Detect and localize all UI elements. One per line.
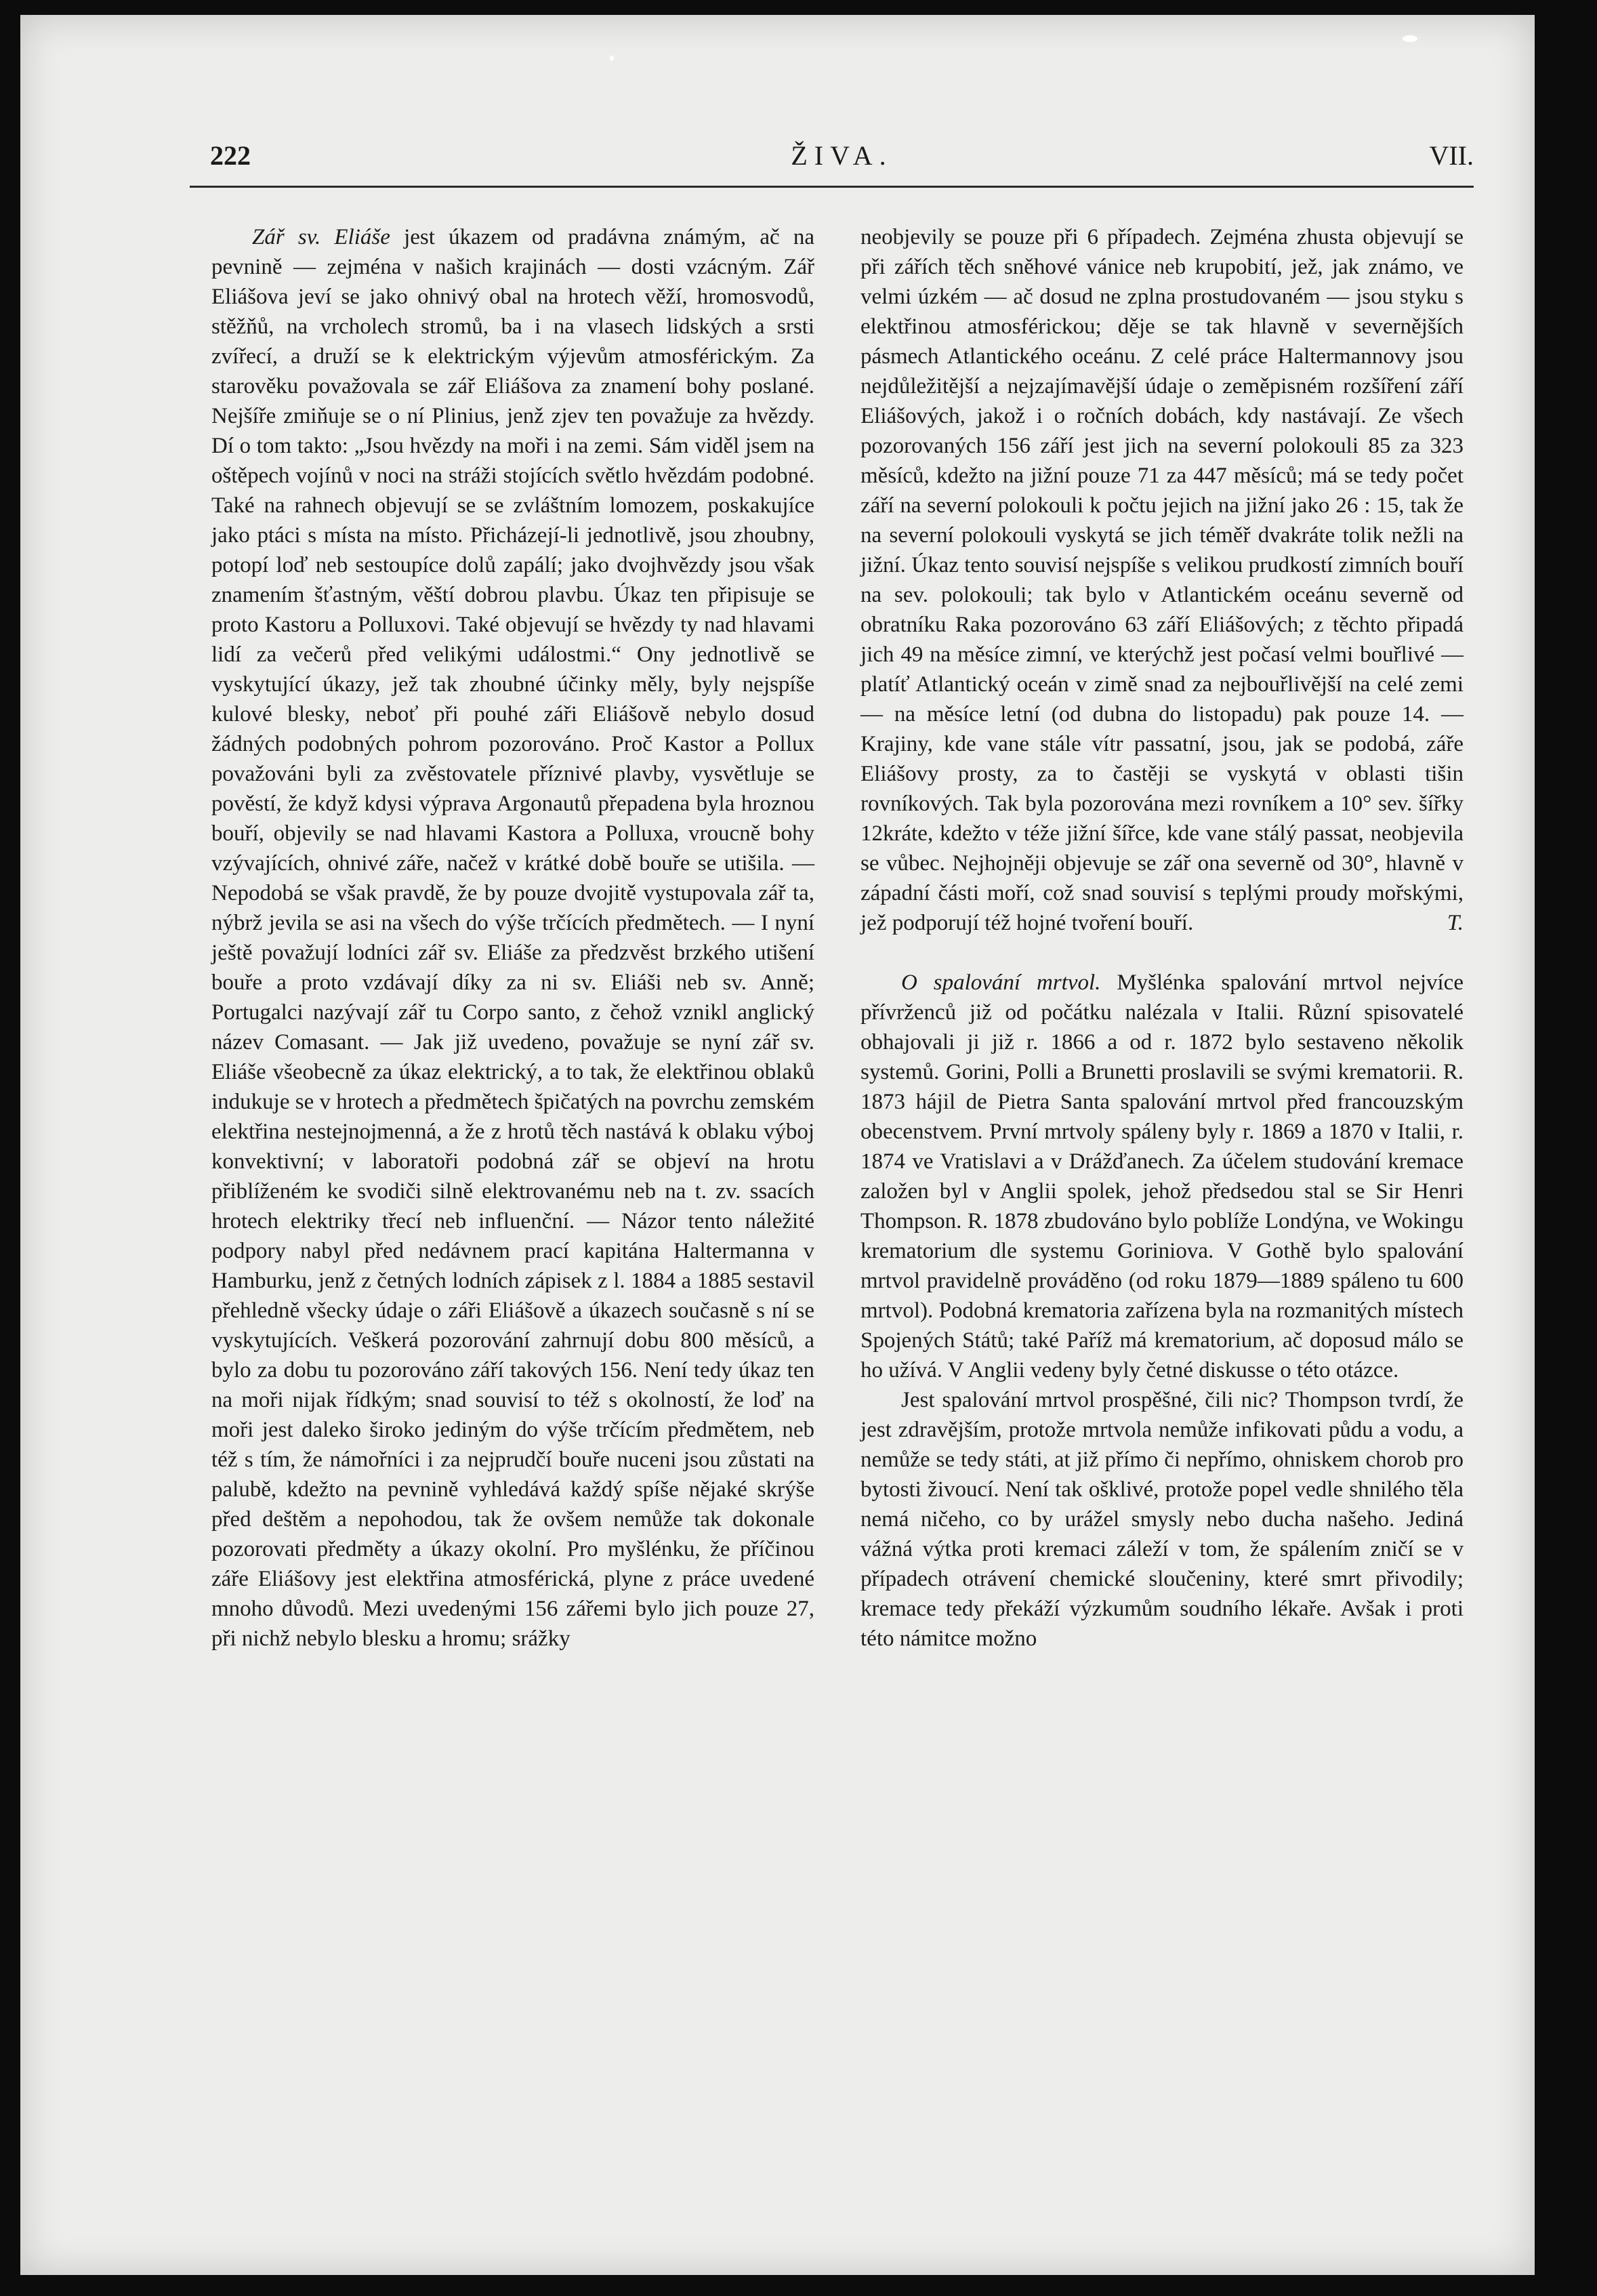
- article-text: jest úkazem od pradávna známým, ač na pevnině — zejména v našich krajinách — dosti vzácným. Zář Eliášova jeví se jako ohnivý obal na hrotech věží, hromosvodů, stěžňů, na vrcholech stromů, ba i na vlasech lidských a srsti zvířecí, a druží se k elektrickým výjevům atmosférickým. Za starověku považovala se zář Eliášova za znamení bohy poslané. Nejšíře zmiňuje se o ní Plinius, jenž zjev ten považuje za hvězdy. Dí o tom takto: „Jsou hvězdy na moři i na zemi. Sám viděl jsem na oštěpech vojínů v noci na stráži stojících světlo hvězdám podobné. Také na rahnech objevují se se zvláštním lomozem, poskakujíce jako ptáci s místa na místo. Přicházejí-li jednotlivě, jsou zhoubny, potopí loď neb sestoupíce dolů zapálí; jako dvojhvězdy jsou však znamením šťastným, věští dobrou plavbu. Úkaz ten připisuje se proto Kastoru a Polluxovi. Také objevují se hvězdy ty nad hlavami lidí za večerů před velikými událostmi.“ Ony jednotlivě se vyskytující úkazy, jež tak zhoubné účinky měly, byly nejspíše kulové blesky, neboť při pouhé záři Eliášově nebylo dosud žádných podobných pohrom pozorováno. Proč Kastor a Pollux považováni byli za zvěstovatele příznivé plavby, vysvětluje se pověstí, že když kdysi výprava Argonautů přepadena byla hroznou bouří, objevily se nad hlavami Kastora a Polluxa, vroucně bohy vzývajících, ohnivé záře, načež v krátké době bouře se utišila. — Nepodobá se však pravdě, že by pouze dvojitě vystupovala zář ta, nýbrž jevila se asi na všech do výše trčících předmětech. — I nyní ještě považují lodníci zář sv. Eliáše za předzvěst brzkého utišení bouře a proto vzdávají díky za ni sv. Eliáši neb sv. Anně; Portugalci nazývají zář tu Corpo santo, z čehož vznikl anglický název Comasant. — Jak již uvedeno, považuje se nyní zář sv. Eliáše všeobecně za úkaz elektrický, a to tak, že elektřinou oblaků indukuje se v hrotech a předmětech špičatých na povrchu zemském elektřina nestejnojmenná, a že z hrotů těch nastává k oblaku výboj konvektivní; v laboratoři podobná zář se objeví na hrotu přiblíženém ke svodiči silně elektrovanému neb na t. zv. ssacích hrotech elektriky třecí neb influenční. — Názor tento náležité podpory nabyl před nedávnem prací kapitána Haltermanna v Hamburku, jenž z četných lodních zápisek z l. 1884 a 1885 sestavil přehledně všecky údaje o záři Eliášově a úkazech současně s ní se vyskytujících. Veškerá pozorování zahrnují dobu 800 měsíců, a bylo za dobu tu pozorováno září takových 156. Není tedy úkaz ten na moři nijak řídkým; snad souvisí to též s okolností, že loď na moři jest daleko široko jediným do výše trčícím předmětem, neb též s tím, že námořníci i za nejprudčí bouře nuceni jsou zůstati na palubě, kdežto na pevnině vyhledává každý spíše nějaké skrýše před deštěm a nepohodou, tak že ovšem nemůže tak dokonale pozorovati předměty a úkazy okolní. Pro myšlénku, že příčinou záře Eliášovy jest elektřina atmosférická, plyne z práce uvedené mnoho důvodů. Mezi uvedenými 156 zářemi bylo jich pouze 27, při nichž nebylo blesku a hromu; srážky: [211, 225, 814, 1651]
- author-signature: T.: [1447, 911, 1464, 935]
- article-text: neobjevily se pouze při 6 případech. Zejména zhusta objevují se při zářích těch sněhové vánice neb krupobití, jež, jak známo, ve velmi úzkém — ač dosud ne zplna prostudovaném — jsou styku s elektřinou atmosférickou; děje se tak hlavně v severnějších pásmech Atlantického oceánu. Z celé práce Haltermannovy jsou nejdůležitější a nejzajímavější údaje o zeměpisném rozšíření září Eliášových, jakož i o ročních dobách, kdy nastávají. Ze všech pozorovaných 156 září jest jich na severní polokouli 85 za 323 měsíců, kdežto na jižní pouze 71 za 447 měsíců; má se tedy počet září na severní polokouli k počtu jejich na jižní jako 26 : 15, tak že na severní polokouli vyskytá se jich téměř dvakráte tolik nežli na jižní. Úkaz tento souvisí nejspíše s velikou prudkostí zimních bouří na sev. polokouli; tak bylo v Atlantickém oceánu severně od obratníku Raka pozorováno 63 září Eliášových; z těchto připadá jich 49 na měsíce zimní, ve kterýchž jest počasí velmi bouřlivé — platíť Atlantický oceán v zimě snad za nejbouřlivější na celé zemi — na měsíce letní (od dubna do listopadu) pak pouze 14. — Krajiny, kde vane stále vítr passatní, jsou, jak se podobá, záře Eliášovy prosty, za to častěji se vyskytá v oblasti tišin rovníkových. Tak byla pozorována mezi rovníkem a 10° sev. šířky 12kráte, kdežto v téže jižní šířce, kde vane stálý passat, neobjevila se vůbec. Nejhojněji objevuje se zář ona severně od 30°, hlavně v západní části moří, což snad souvisí s teplými proudy mořskými, jež podporují též hojné tvoření bouří.: [860, 225, 1464, 935]
- volume-number: VII.: [1429, 140, 1474, 171]
- article-text: Jest spalování mrtvol prospěšné, čili nic? Thompson tvrdí, že jest zdravějším, protože mrtvola nemůže infikovati půdu a vodu, a nemůže se tedy státi, at již přímo či nepřímo, ohniskem chorob pro bytosti živoucí. Není tak ošklivé, protože popel vedle shnilého těla nemá ničeho, co by urážel smysly nebo ducha našeho. Jediná vážná výtka proti kremaci záleží v tom, že spálením zničí se v případech otrávení chemické sloučeniny, které smrt přivodily; kremace tedy překáží výzkumům soudního lékaře. Avšak i proti této námitce možno: [860, 1388, 1464, 1651]
- right-column: [860, 222, 1464, 1654]
- article-text: Myšlénka spalování mrtvol nejvíce přívrženců již od počátku nalézala v Italii. Různí spisovatelé obhajovali ji již r. 1866 a od r. 1872 bylo sestaveno několik systemů. Gorini, Polli a Brunetti proslavili se svými krematorii. R. 1873 hájil de Pietra Santa spalování mrtvol před francouzským obecenstvem. První mrtvoly spáleny byly r. 1869 a 1870 v Italii, r. 1874 ve Vratislavi a v Drážďanech. Za účelem studování kremace založen byl v Anglii spolek, jehož předsedou stal se Sir Henri Thompson. R. 1878 zbudováno bylo poblíže Londýna, ve Wokingu krematorium dle systemu Goriniova. V Gothě bylo spalování mrtvol pravidelně prováděno (od roku 1879—1889 spáleno tu 600 mrtvol). Podobná krematoria zařízena byla na rozmanitých místech Spojených Států; také Paříž má krematorium, ač doposud málo se ho užívá. V Anglii vedeny byly četné diskusse o této otázce.: [860, 970, 1464, 1382]
- page-header: [210, 129, 1474, 183]
- journal-title: ŽIVA.: [791, 140, 893, 171]
- article-heading: O spalování mrtvol.: [901, 970, 1101, 995]
- journal-page: [20, 15, 1535, 2275]
- article-heading: Zář sv. Eliáše: [252, 225, 390, 249]
- article-cremation: [860, 968, 1464, 1385]
- left-column: [211, 222, 814, 1654]
- scan-speck: [610, 56, 614, 61]
- article-elias-fire-continued: [860, 222, 1464, 938]
- header-rule: [190, 186, 1474, 188]
- article-cremation-paragraph: [860, 1385, 1464, 1654]
- scan-speck: [1403, 35, 1417, 42]
- article-elias-fire: [211, 222, 814, 1654]
- page-number: 222: [210, 140, 251, 171]
